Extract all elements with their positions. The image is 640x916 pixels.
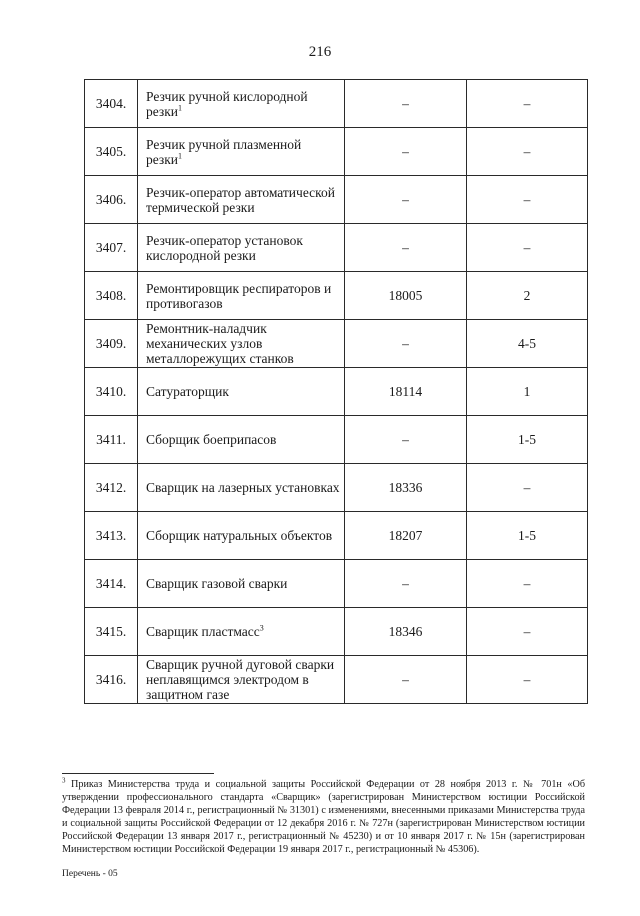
occupation-name-cell bbox=[138, 560, 345, 608]
footnote-marker: 3 bbox=[62, 776, 66, 785]
occupation-name-cell bbox=[138, 320, 345, 368]
occupation-name: Резчик-оператор автоматической термической резки bbox=[146, 184, 335, 215]
qualification-grade: 2 bbox=[467, 272, 588, 320]
occupation-name-cell bbox=[138, 128, 345, 176]
footer-label: Перечень - 05 bbox=[62, 869, 118, 879]
table-row bbox=[85, 128, 588, 176]
qualification-grade: – bbox=[467, 656, 588, 704]
occupation-code: 18207 bbox=[345, 512, 467, 560]
occupation-name: Резчик ручной кислородной резки bbox=[146, 88, 308, 119]
row-number: 3415. bbox=[85, 608, 138, 656]
table-row bbox=[85, 416, 588, 464]
occupation-code: – bbox=[345, 128, 467, 176]
occupation-name: Сатураторщик bbox=[146, 384, 229, 399]
qualification-grade: – bbox=[467, 80, 588, 128]
table-row bbox=[85, 464, 588, 512]
occupation-code: – bbox=[345, 80, 467, 128]
table-row bbox=[85, 608, 588, 656]
row-number: 3407. bbox=[85, 224, 138, 272]
qualification-grade: – bbox=[467, 560, 588, 608]
table-row bbox=[85, 320, 588, 368]
table-row bbox=[85, 560, 588, 608]
occupation-code: – bbox=[345, 416, 467, 464]
table-row bbox=[85, 176, 588, 224]
row-number: 3412. bbox=[85, 464, 138, 512]
row-number: 3416. bbox=[85, 656, 138, 704]
occupation-code: 18114 bbox=[345, 368, 467, 416]
row-number: 3414. bbox=[85, 560, 138, 608]
footnote bbox=[62, 778, 585, 856]
table-row bbox=[85, 512, 588, 560]
occupation-code: – bbox=[345, 560, 467, 608]
occupation-name-cell bbox=[138, 272, 345, 320]
occupation-name: Резчик-оператор установок кислородной резки bbox=[146, 232, 303, 263]
qualification-grade: – bbox=[467, 176, 588, 224]
page-number: 216 bbox=[308, 44, 332, 60]
occupation-name: Сварщик пластмасс bbox=[146, 624, 260, 639]
footnote-reference[interactable]: 1 bbox=[178, 151, 183, 160]
occupations-table-body bbox=[85, 80, 588, 704]
row-number: 3406. bbox=[85, 176, 138, 224]
qualification-grade: – bbox=[467, 608, 588, 656]
occupation-name: Ремонтник-наладчик механических узлов металлорежущих станков bbox=[146, 321, 294, 366]
occupation-name: Резчик ручной плазменной резки bbox=[146, 136, 302, 167]
occupation-code: – bbox=[345, 224, 467, 272]
occupation-name-cell bbox=[138, 416, 345, 464]
footnote-reference[interactable]: 1 bbox=[178, 103, 183, 112]
table-row bbox=[85, 368, 588, 416]
table-row bbox=[85, 224, 588, 272]
row-number: 3410. bbox=[85, 368, 138, 416]
occupation-code: – bbox=[345, 320, 467, 368]
footnote-text: Приказ Министерства труда и социальной защиты Российской Федерации от 28 ноября 2013 г. № 701н «Об утверждении профессионального стандарта «Сварщик» (зарегистрирован Министерством юстиции Российской Федерации 13 февраля 2014 г., регистрационный № 31301) с изменениями, внесенными приказами Министерства труда и социальной защиты Российской Федерации от 12 декабря 2016 г. № 727н (зарегистрирован Министерством юстиции Российской Федерации 13 января 2017 г., регистрационный № 45230) и от 10 января 2017 г. № 15н (зарегистрирован Министерством юстиции Российской Федерации 19 января 2017 г., регистрационный № 45306). bbox=[62, 779, 586, 855]
occupation-code: 18005 bbox=[345, 272, 467, 320]
occupation-name-cell bbox=[138, 656, 345, 704]
table-row bbox=[85, 656, 588, 704]
qualification-grade: 1 bbox=[467, 368, 588, 416]
row-number: 3409. bbox=[85, 320, 138, 368]
occupation-name-cell bbox=[138, 608, 345, 656]
occupation-name-cell bbox=[138, 368, 345, 416]
qualification-grade: 4-5 bbox=[467, 320, 588, 368]
occupations-table bbox=[84, 79, 588, 704]
qualification-grade: – bbox=[467, 224, 588, 272]
footnote-reference[interactable]: 3 bbox=[259, 623, 264, 633]
occupation-name-cell bbox=[138, 224, 345, 272]
occupation-name-cell bbox=[138, 176, 345, 224]
row-number: 3411. bbox=[85, 416, 138, 464]
occupation-code: 18336 bbox=[345, 464, 467, 512]
qualification-grade: 1-5 bbox=[467, 512, 588, 560]
occupation-name-cell bbox=[138, 512, 345, 560]
row-number: 3405. bbox=[85, 128, 138, 176]
qualification-grade: 1-5 bbox=[467, 416, 588, 464]
occupation-name-cell bbox=[138, 464, 345, 512]
occupation-name-cell bbox=[138, 80, 345, 128]
occupation-name: Сварщик газовой сварки bbox=[146, 576, 288, 591]
table-row bbox=[85, 272, 588, 320]
qualification-grade: – bbox=[467, 464, 588, 512]
occupation-name: Ремонтировщик респираторов и противогазов bbox=[146, 280, 332, 311]
qualification-grade: – bbox=[467, 128, 588, 176]
occupation-code: 18346 bbox=[345, 608, 467, 656]
row-number: 3404. bbox=[85, 80, 138, 128]
occupation-name: Сборщик натуральных объектов bbox=[146, 528, 333, 543]
occupation-code: – bbox=[345, 656, 467, 704]
footnote-divider bbox=[62, 773, 214, 774]
occupation-code: – bbox=[345, 176, 467, 224]
row-number: 3413. bbox=[85, 512, 138, 560]
row-number: 3408. bbox=[85, 272, 138, 320]
table-row bbox=[85, 80, 588, 128]
occupation-name: Сборщик боеприпасов bbox=[146, 432, 277, 447]
occupation-name: Сварщик на лазерных установках bbox=[146, 480, 340, 495]
occupation-name: Сварщик ручной дуговой сварки неплавящимся электродом в защитном газе bbox=[146, 657, 335, 702]
